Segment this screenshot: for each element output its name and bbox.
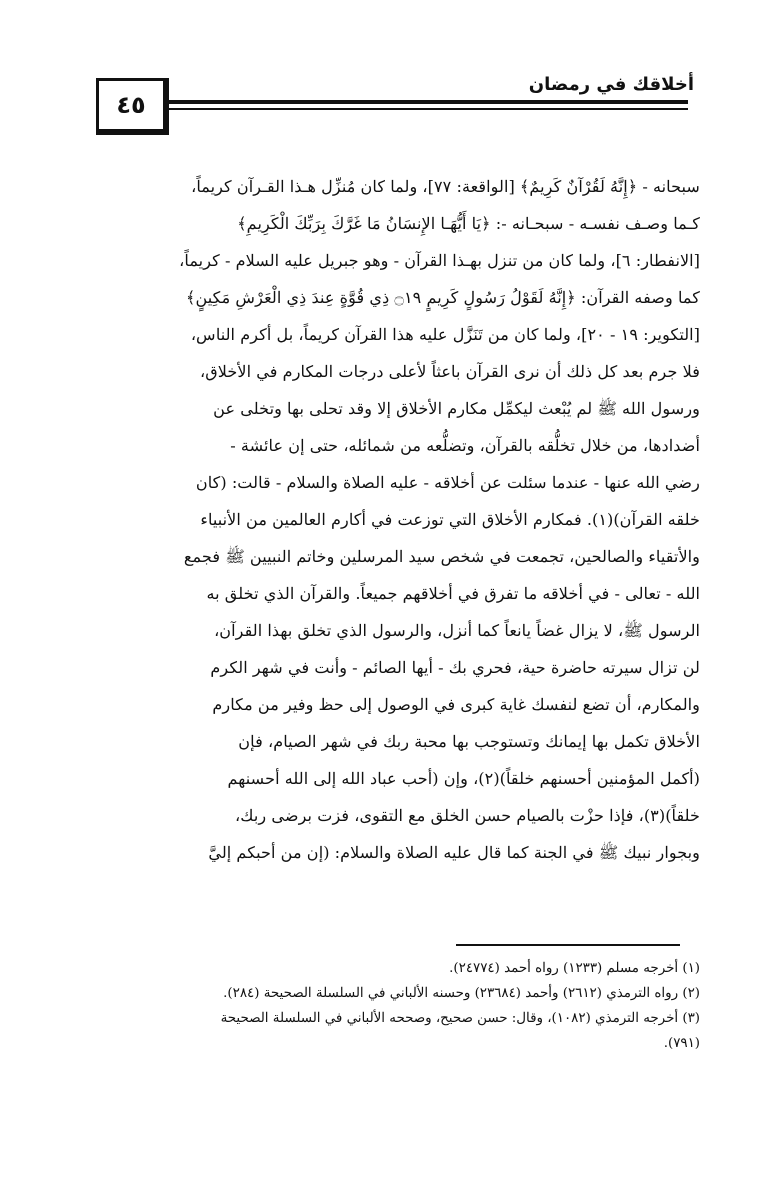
text-line: وبجوار نبيك ﷺ في الجنة كما قال عليه الصلاة والسلام: (إن من أحبكم إليَّ	[208, 843, 700, 862]
text-line: رضي الله عنها - عندما سئلت عن أخلاقه - عليه الصلاة والسلام - قالت: (كان	[195, 473, 700, 492]
text-line: الرسول ﷺ، لا يزال غضاً يانعاً كما أنزل، والرسول الذي تخلق بهذا القرآن،	[214, 621, 700, 640]
text-line: (أكمل المؤمنين أحسنهم خلقاً)(٢)، وإن (أحب عباد الله إلى الله أحسنهم	[227, 769, 700, 788]
text-line: [الانفطار: ٦]، ولما كان من تنزل بهـذا القرآن - وهو جبريل عليه السلام - كريماً،	[179, 251, 700, 270]
footnote-divider	[456, 944, 680, 946]
text-line: خلقاً)(٣)، فإذا حزْت بالصيام حسن الخلق مع التقوى، فزت برضى ربك،	[235, 806, 700, 825]
text-line: فلا جرم بعد كل ذلك أن نرى القرآن باعثاً لأعلى درجات المكارم في الأخلاق،	[199, 362, 700, 381]
footnote: (٢) رواه الترمذي (٢٦١٢) وأحمد (٢٣٦٨٤) وحسنه الألباني في السلسلة الصحيحة (٢٨٤).	[223, 986, 700, 1001]
footnote: (٧٩١).	[663, 1036, 700, 1051]
text-line: كـما وصـف نفسـه - سبحـانه -: ﴿يَا أَيُّهَـا الإِنسَانُ مَا غَرَّكَ بِرَبِّكَ الْكَرِيمِ﴾	[237, 214, 700, 233]
footnote: (٣) أخرجه الترمذي (١٠٨٢)، وقال: حسن صحيح، وصححه الألباني في السلسلة الصحيحة	[220, 1011, 700, 1026]
page-number: ٤٥	[96, 78, 169, 135]
text-line: خلقه القرآن)(١). فمكارم الأخلاق التي توزعت في أكارم العالمين من الأنبياء	[200, 510, 700, 529]
text-line: والمكارم، أن تضع لنفسك غاية كبرى في الوصول إلى حظ وفير من مكارم	[212, 695, 700, 714]
text-line: ورسول الله ﷺ لم يُبْعث ليكمِّل مكارم الأخلاق إلا وقد تحلى بها وتخلى عن	[213, 399, 700, 418]
text-line: كما وصفه القرآن: ﴿إِنَّهُ لَقَوْلُ رَسُولٍ كَرِيمٍ ۝١٩ ذِي قُوَّةٍ عِندَ ذِي الْعَرْشِ مَكِينٍ﴾	[185, 288, 700, 307]
text-line: الأخلاق تكمل بها إيمانك وتستوجب بها محبة ربك في شهر الصيام، فإن	[238, 732, 700, 751]
book-title: أخلاقك في رمضان	[521, 74, 694, 95]
text-line: والأتقياء والصالحين، تجمعت في شخص سيد المرسلين وخاتم النبيين ﷺ فجمع	[183, 547, 700, 566]
body-text	[94, 168, 700, 871]
footnote: (١) أخرجه مسلم (١٢٣٣) رواه أحمد (٢٤٧٧٤).	[449, 961, 700, 976]
text-line: سبحانه - ﴿إِنَّهُ لَقُرْآنٌ كَرِيمٌ﴾ [الواقعة: ٧٧]، ولما كان مُنزِّل هـذا القـرآن كريماً،	[191, 177, 700, 196]
text-line: أضدادها، من خلال تخلُّقه بالقرآن، وتضلُّعه من شمائله، حتى إن عائشة -	[230, 436, 700, 455]
text-line: [التكوير: ١٩ - ٢٠]، ولما كان من تَنَزَّل عليه هذا القرآن كريماً، بل أكرم الناس،	[190, 325, 700, 344]
header-rule	[164, 100, 688, 104]
footnotes	[94, 956, 700, 1056]
page-header	[80, 74, 700, 136]
header-rule-thin	[164, 108, 688, 110]
text-line: الله - تعالى - في أخلاقه ما تفرق في أخلاقهم جميعاً. والقرآن الذي تخلق به	[206, 584, 700, 603]
text-line: لن تزال سيرته حاضرة حية، فحري بك - أيها الصائم - وأنت في شهر الكرم	[210, 658, 700, 677]
